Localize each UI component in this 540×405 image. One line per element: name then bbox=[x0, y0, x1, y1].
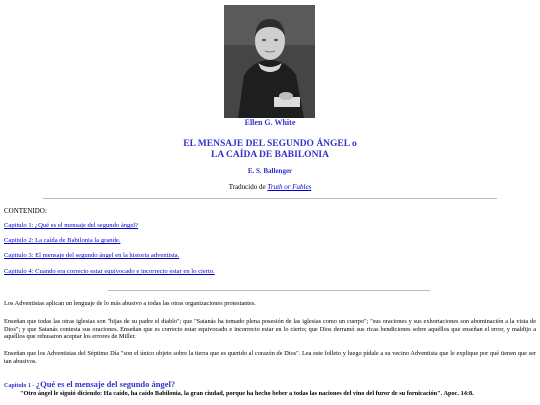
chapter-1-title: ¿Qué es el mensaje del segundo ángel? bbox=[35, 379, 176, 389]
divider-top bbox=[43, 198, 497, 199]
chapter-1-label: Capitulo 1 - bbox=[4, 383, 36, 389]
source-link[interactable]: Truth or Fables bbox=[267, 183, 312, 191]
portrait-caption: Ellen G. White bbox=[244, 118, 296, 127]
toc-link-chapter-4[interactable]: Capitulo 4: Cuando era correcto estar equivocado e incorrecto estar en lo cierto. bbox=[4, 268, 215, 275]
title-line-1: EL MENSAJE DEL SEGUNDO ÁNGEL o bbox=[183, 139, 357, 149]
title-line-2: LA CAÍDA DE BABILONIA bbox=[211, 150, 329, 160]
contents-label: CONTENIDO: bbox=[4, 207, 47, 215]
translated-from bbox=[0, 183, 540, 191]
intro-paragraph-1: Los Adventistas aplican un lenguaje de lo más abusivo a todas las otras organizaciones protestantes. bbox=[4, 300, 256, 307]
divider-middle bbox=[108, 290, 430, 291]
translated-prefix: Traducido de bbox=[228, 183, 268, 191]
intro-paragraph-3: Enseñan que los Adventistas del Séptimo Día "son el único objeto sobre la tierra que es querido al corazón de Dios". Lea este folleto y luego pídale a su vecino Adventista que le explique por qué tienen que ser tan abusivos. bbox=[4, 350, 536, 365]
portrait-photo bbox=[224, 5, 315, 118]
intro-paragraph-2: Enseñan que todas las otras iglesias son "hijas de su padre el diablo"; que "Satanás ha tomado plena posesión de las iglesias como un cuerpo"; "sus oraciones y sus exhortaciones son abominación a la vista de Dios"; y que Satanás contesta sus oraciones. Enseñan que es correcto estar equivocado e incorrecto estar en lo cierto; que Dios derramó sus ricas bendiciones sobre aquéllos que enseñan el error, y maldijo a aquéllos que rehusaron aceptar los errores de Miller. bbox=[4, 318, 536, 341]
toc-link-chapter-1[interactable]: Capitulo 1: ¿Qué es el mensaje del segundo ángel? bbox=[4, 222, 139, 229]
chapter-1-quote: "Otro ángel le siguió diciendo: Ha caído, ha caído Babilonia, la gran ciudad, porque ha hecho beber a todas las naciones del vino del furor de su fornicación". Apoc. 14:8. bbox=[20, 390, 474, 397]
toc-link-chapter-3[interactable]: Capitulo 3: El mensaje del segundo ángel en la historia adventista. bbox=[4, 252, 180, 259]
toc-link-chapter-2[interactable]: Capitulo 2: La caída de Babilonia la grande. bbox=[4, 237, 121, 244]
author-name: E. S. Ballenger bbox=[247, 167, 293, 175]
page-title bbox=[0, 139, 540, 161]
portrait-image bbox=[224, 5, 315, 118]
